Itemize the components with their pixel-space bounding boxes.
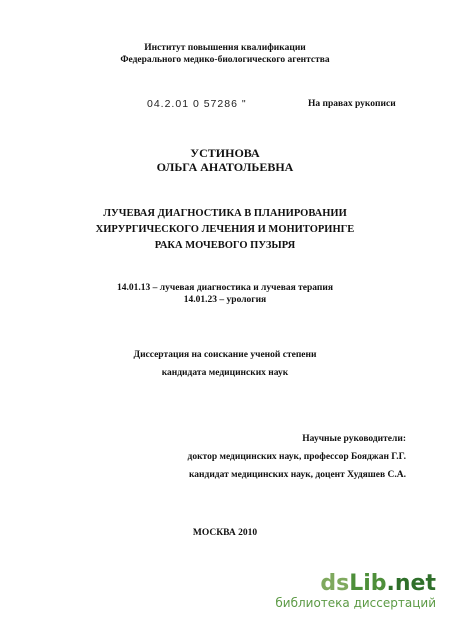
watermark-subtitle: библиотека диссертаций <box>275 596 436 610</box>
dissertation-block <box>0 346 450 382</box>
institute-line-1: Институт повышения квалификации <box>144 43 306 53</box>
dissertation-line-2: кандидата медицинских наук <box>161 368 289 378</box>
author-name: ОЛЬГА АНАТОЛЬЕВНА <box>156 160 294 174</box>
dissertation-line-1: Диссертация на соискание ученой степени <box>133 350 317 360</box>
specialties-block <box>0 282 450 306</box>
advisors-block <box>188 430 406 484</box>
watermark-logo-part-3: .net <box>386 571 436 596</box>
rights-note: На правах рукописи <box>308 99 396 109</box>
advisor-1: доктор медицинских наук, профессор Бояджан Г.Г. <box>187 452 406 462</box>
advisor-2: кандидат медицинских наук, доцент Худяшев С.А. <box>188 470 406 480</box>
title-line-1: ЛУЧЕВАЯ ДИАГНОСТИКА В ПЛАНИРОВАНИИ <box>103 208 347 219</box>
title-line-3: РАКА МОЧЕВОГО ПУЗЫРЯ <box>154 240 296 251</box>
watermark <box>275 572 436 610</box>
watermark-logo-part-2: Lib <box>349 571 387 596</box>
archive-code: 04.2.01 0 57286 " <box>147 98 247 110</box>
watermark-logo <box>275 572 436 596</box>
author-block <box>0 146 450 174</box>
thesis-title <box>0 206 450 254</box>
specialty-2: 14.01.23 – урология <box>183 295 267 305</box>
specialty-1: 14.01.13 – лучевая диагностика и лучевая терапия <box>117 283 333 293</box>
watermark-logo-part-1: ds <box>320 571 350 596</box>
institute-line-2: Федерального медико-биологического агентства <box>120 55 330 65</box>
city-year: МОСКВА 2010 <box>192 528 258 538</box>
title-line-2: ХИРУРГИЧЕСКОГО ЛЕЧЕНИЯ И МОНИТОРИНГЕ <box>95 224 355 235</box>
institute-block <box>0 42 450 66</box>
advisors-heading: Научные руководители: <box>302 434 406 444</box>
author-surname: УСТИНОВА <box>190 146 260 160</box>
